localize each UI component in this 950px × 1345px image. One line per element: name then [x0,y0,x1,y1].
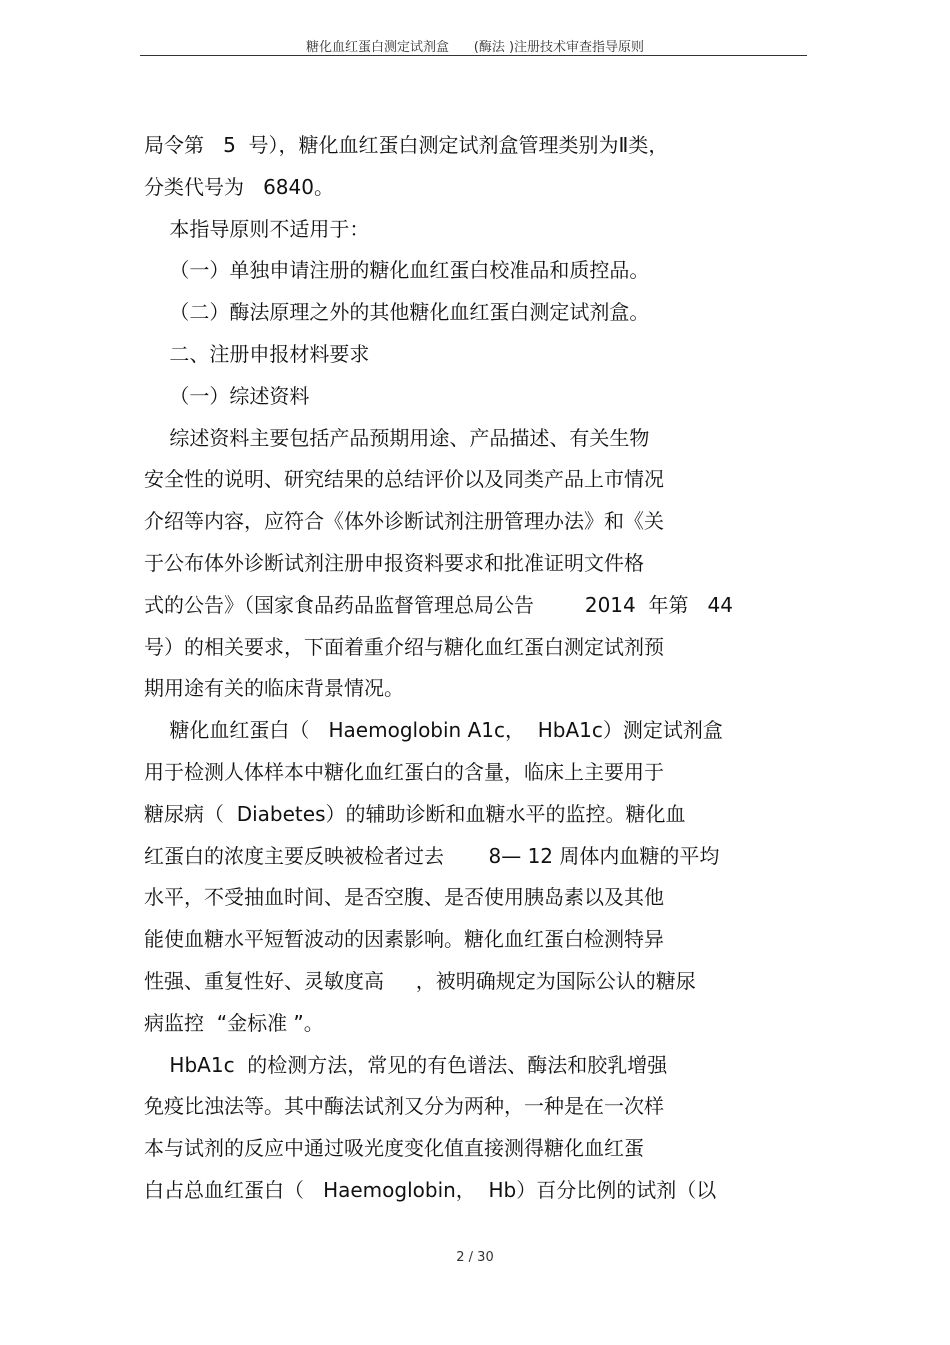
text-line: 糖化血红蛋白（ Haemoglobin A1c， HbA1c）测定试剂盒 [144,718,723,743]
text-line: 白占总血红蛋白（ Haemoglobin， Hb）百分比例的试剂（以 [144,1177,717,1202]
text-line: 用于检测人体样本中糖化血红蛋白的含量，临床上主要用于 [144,759,664,784]
text-line: 期用途有关的临床背景情况。 [144,676,404,701]
running-header: 糖化血红蛋白测定试剂盒 (酶法 )注册技术审查指导原则 [305,40,645,55]
text-line: （二）酶法原理之外的其他糖化血红蛋白测定试剂盒。 [144,300,650,325]
text-line: 分类代号为 6840。 [144,174,334,199]
text-line: HbA1c 的检测方法，常见的有色谱法、酶法和胶乳增强 [144,1052,668,1077]
text-line: 号）的相关要求，下面着重介绍与糖化血红蛋白测定试剂预 [144,634,664,659]
text-line: 局令第 5 号），糖化血红蛋白测定试剂盒管理类别为Ⅱ类， [144,133,669,157]
text-line: （一）单独申请注册的糖化血红蛋白校准品和质控品。 [144,258,650,283]
text-line: 糖尿病（ Diabetes）的辅助诊断和血糖水平的监控。糖化血 [144,801,686,826]
text-line: 红蛋白的浓度主要反映被检者过去 8— 12 周体内血糖的平均 [144,843,720,868]
text-line: 病监控 “金标准 ”。 [144,1010,324,1035]
text-line: 于公布体外诊断试剂注册申报资料要求和批准证明文件格 [144,550,644,575]
text-line: 式的公告》（国家食品药品监督管理总局公告 2014 年第 44 [144,592,733,617]
text-line: 能使血糖水平短暂波动的因素影响。糖化血红蛋白检测特异 [144,927,664,952]
page-number: 2 / 30 [456,1250,494,1265]
text-line: 介绍等内容，应符合《体外诊断试剂注册管理办法》和《关 [144,509,664,534]
text-line: 安全性的说明、研究结果的总结评价以及同类产品上市情况 [144,467,664,492]
text-line: 性强、重复性好、灵敏度高 ，被明确规定为国际公认的糖尿 [144,968,696,993]
header-divider [140,55,807,56]
text-line: 本与试剂的反应中通过吸光度变化值直接测得糖化血红蛋 [144,1136,644,1161]
document-body [144,125,844,1212]
text-line: 综述资料主要包括产品预期用途、产品描述、有关生物 [144,425,650,450]
text-line: 本指导原则不适用于： [144,216,370,241]
section-heading: 二、注册申报材料要求 [144,341,370,366]
subsection-heading: （一）综述资料 [144,383,310,408]
text-line: 免疫比浊法等。其中酶法试剂又分为两种，一种是在一次样 [144,1094,664,1119]
text-line: 水平，不受抽血时间、是否空腹、是否使用胰岛素以及其他 [144,885,664,910]
